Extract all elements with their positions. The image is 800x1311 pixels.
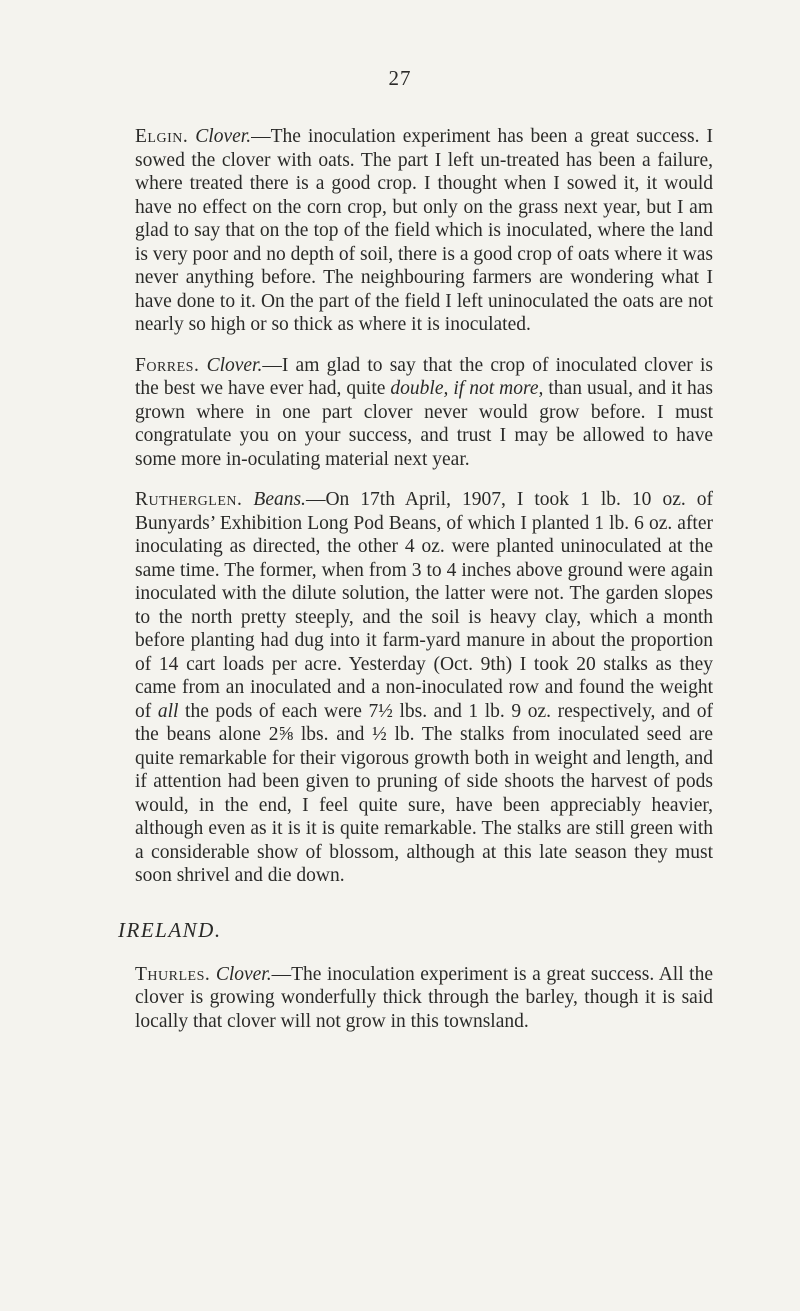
entry-crop: Clover. bbox=[215, 963, 272, 985]
entry-place: Rutherglen. bbox=[135, 489, 243, 510]
entry-text: than usual, and it has grown where in one part clover never would grow before. I must congratulate you on your success, and trust I may be allowed to have some more in-oculating material next year. bbox=[135, 378, 714, 470]
entry-emphasis: all bbox=[157, 700, 179, 722]
entry-elgin bbox=[135, 125, 713, 337]
entry-text: the pods of each were 7½ lbs. and 1 lb. 9 oz. respectively, and of the beans alone 2⅝ lbs. and ½ lb. The stalks from inoculated seed are quite remarkable for their vigorous growth both in weight and length, and if attention had been given to pruning of side shoots the harvest of pods would, in the end, I feel quite sure, have been appreciably heavier, although even as it is it is quite remarkable. The stalks are still green with a considerable show of blossom, although at this late season they must soon shrivel and die down. bbox=[135, 700, 714, 886]
entry-thurles bbox=[135, 963, 713, 1034]
entry-forres bbox=[135, 354, 713, 472]
entry-text: —The inoculation experiment is a great success. All the clover is growing wonderfully thick through the barley, though it is said locally that clover will not grow in this townsland. bbox=[135, 963, 713, 1032]
entry-crop: Clover. bbox=[195, 126, 252, 147]
page-number: 27 bbox=[388, 66, 412, 90]
entry-text: —The inoculation experiment has been a great success. I sowed the clover with oats. The part I left un-treated has been a failure, where treated there is a good crop. I thought when I sowed it, it would have no effect on the corn crop, but only on the grass next year, but I am glad to say that on the top of the field which is inoculated, where the land is very poor and no depth of soil, there is a good crop of oats where it was never anything before. The neighbouring farmers are wondering what I have done to it. On the part of the field I left uninoculated the oats are not nearly so high or so thick as where it is inoculated. bbox=[135, 126, 713, 335]
entry-rutherglen bbox=[135, 488, 713, 888]
entry-crop: Clover. bbox=[206, 354, 263, 376]
entry-text: —On 17th April, 1907, I took 1 lb. 10 oz. of Bunyards’ Exhibition Long Pod Beans, of which I planted 1 lb. 6 oz. after inoculating as directed, the other 4 oz. were planted uninoculated at the same time. The former, when from 3 to 4 inches above ground were again inoculated with the dilute solution, the latter were not. The garden slopes to the north pretty steeply, and the soil is heavy clay, which a month before planting had dug into it farm-yard manure in about the proportion of 14 cart loads per acre. Yesterday (Oct. 9th) I took 20 stalks as they came from an inoculated and a non-inoculated row and found the weight of bbox=[135, 489, 713, 722]
entry-emphasis: double, if not more, bbox=[390, 378, 544, 399]
section-heading-ireland: IRELAND. bbox=[118, 917, 222, 942]
entry-crop: Beans. bbox=[253, 489, 306, 510]
entry-place: Elgin. bbox=[135, 126, 189, 147]
entry-text: —I am glad to say that the crop of inoculated clover is the best we have ever had, quite bbox=[135, 354, 714, 399]
entry-place: Thurles. bbox=[135, 963, 211, 985]
entry-place: Forres. bbox=[135, 354, 200, 376]
report-text bbox=[118, 125, 714, 1050]
